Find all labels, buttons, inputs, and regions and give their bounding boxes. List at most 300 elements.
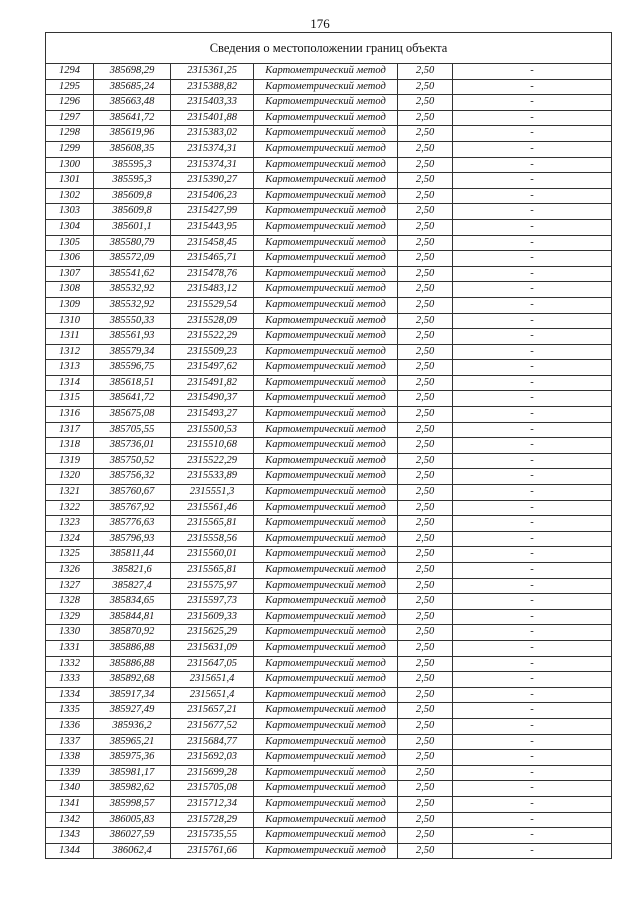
y-coordinate-cell: 2315374,31 (171, 141, 254, 157)
table-row (46, 734, 612, 750)
accuracy-cell: 2,50 (398, 204, 453, 220)
y-coordinate-cell: 2315631,09 (171, 640, 254, 656)
description-cell: - (453, 329, 612, 345)
y-coordinate-cell: 2315497,62 (171, 360, 254, 376)
x-coordinate-cell: 385796,93 (94, 531, 171, 547)
method-cell: Картометрический метод (254, 422, 398, 438)
table-row (46, 547, 612, 563)
x-coordinate-cell: 385886,88 (94, 640, 171, 656)
point-number-cell: 1311 (46, 329, 94, 345)
table-row (46, 219, 612, 235)
accuracy-cell: 2,50 (398, 843, 453, 859)
table-row (46, 781, 612, 797)
x-coordinate-cell: 385870,92 (94, 625, 171, 641)
x-coordinate-cell: 385927,49 (94, 703, 171, 719)
method-cell: Картометрический метод (254, 235, 398, 251)
y-coordinate-cell: 2315528,09 (171, 313, 254, 329)
table-row (46, 703, 612, 719)
method-cell: Картометрический метод (254, 703, 398, 719)
point-number-cell: 1332 (46, 656, 94, 672)
x-coordinate-cell: 385975,36 (94, 750, 171, 766)
accuracy-cell: 2,50 (398, 188, 453, 204)
accuracy-cell: 2,50 (398, 734, 453, 750)
table-row (46, 64, 612, 80)
description-cell: - (453, 750, 612, 766)
accuracy-cell: 2,50 (398, 219, 453, 235)
method-cell: Картометрический метод (254, 718, 398, 734)
point-number-cell: 1300 (46, 157, 94, 173)
point-number-cell: 1342 (46, 812, 94, 828)
description-cell: - (453, 687, 612, 703)
description-cell: - (453, 313, 612, 329)
x-coordinate-cell: 385998,57 (94, 796, 171, 812)
x-coordinate-cell: 385579,34 (94, 344, 171, 360)
description-cell: - (453, 531, 612, 547)
method-cell: Картометрический метод (254, 640, 398, 656)
description-cell: - (453, 718, 612, 734)
y-coordinate-cell: 2315491,82 (171, 375, 254, 391)
table-row (46, 718, 612, 734)
y-coordinate-cell: 2315705,08 (171, 781, 254, 797)
table-row (46, 329, 612, 345)
method-cell: Картометрический метод (254, 750, 398, 766)
method-cell: Картометрический метод (254, 438, 398, 454)
accuracy-cell: 2,50 (398, 329, 453, 345)
description-cell: - (453, 734, 612, 750)
x-coordinate-cell: 385641,72 (94, 110, 171, 126)
point-number-cell: 1305 (46, 235, 94, 251)
x-coordinate-cell: 385608,35 (94, 141, 171, 157)
point-number-cell: 1301 (46, 173, 94, 189)
point-number-cell: 1319 (46, 453, 94, 469)
method-cell: Картометрический метод (254, 516, 398, 532)
description-cell: - (453, 563, 612, 579)
y-coordinate-cell: 2315478,76 (171, 266, 254, 282)
y-coordinate-cell: 2315651,4 (171, 687, 254, 703)
point-number-cell: 1294 (46, 64, 94, 80)
accuracy-cell: 2,50 (398, 297, 453, 313)
x-coordinate-cell: 385572,09 (94, 251, 171, 267)
method-cell: Картометрический метод (254, 251, 398, 267)
x-coordinate-cell: 385685,24 (94, 79, 171, 95)
table-row (46, 687, 612, 703)
y-coordinate-cell: 2315609,33 (171, 609, 254, 625)
x-coordinate-cell: 385541,62 (94, 266, 171, 282)
x-coordinate-cell: 385580,79 (94, 235, 171, 251)
description-cell: - (453, 656, 612, 672)
accuracy-cell: 2,50 (398, 500, 453, 516)
accuracy-cell: 2,50 (398, 110, 453, 126)
y-coordinate-cell: 2315383,02 (171, 126, 254, 142)
y-coordinate-cell: 2315712,34 (171, 796, 254, 812)
table-row (46, 828, 612, 844)
point-number-cell: 1317 (46, 422, 94, 438)
description-cell: - (453, 64, 612, 80)
table-row (46, 235, 612, 251)
x-coordinate-cell: 385595,3 (94, 157, 171, 173)
x-coordinate-cell: 385767,92 (94, 500, 171, 516)
method-cell: Картометрический метод (254, 204, 398, 220)
table-title: Сведения о местоположении границ объекта (46, 33, 612, 64)
y-coordinate-cell: 2315465,71 (171, 251, 254, 267)
accuracy-cell: 2,50 (398, 531, 453, 547)
table-row (46, 500, 612, 516)
x-coordinate-cell: 385609,8 (94, 188, 171, 204)
y-coordinate-cell: 2315483,12 (171, 282, 254, 298)
y-coordinate-cell: 2315403,33 (171, 95, 254, 111)
point-number-cell: 1328 (46, 594, 94, 610)
point-number-cell: 1304 (46, 219, 94, 235)
x-coordinate-cell: 385811,44 (94, 547, 171, 563)
x-coordinate-cell: 385561,93 (94, 329, 171, 345)
y-coordinate-cell: 2315529,54 (171, 297, 254, 313)
point-number-cell: 1324 (46, 531, 94, 547)
description-cell: - (453, 95, 612, 111)
y-coordinate-cell: 2315692,03 (171, 750, 254, 766)
point-number-cell: 1303 (46, 204, 94, 220)
x-coordinate-cell: 385776,63 (94, 516, 171, 532)
method-cell: Картометрический метод (254, 828, 398, 844)
y-coordinate-cell: 2315728,29 (171, 812, 254, 828)
point-number-cell: 1329 (46, 609, 94, 625)
point-number-cell: 1341 (46, 796, 94, 812)
point-number-cell: 1312 (46, 344, 94, 360)
accuracy-cell: 2,50 (398, 251, 453, 267)
y-coordinate-cell: 2315565,81 (171, 563, 254, 579)
method-cell: Картометрический метод (254, 360, 398, 376)
point-number-cell: 1336 (46, 718, 94, 734)
accuracy-cell: 2,50 (398, 781, 453, 797)
point-number-cell: 1330 (46, 625, 94, 641)
accuracy-cell: 2,50 (398, 157, 453, 173)
accuracy-cell: 2,50 (398, 438, 453, 454)
accuracy-cell: 2,50 (398, 375, 453, 391)
description-cell: - (453, 266, 612, 282)
y-coordinate-cell: 2315522,29 (171, 453, 254, 469)
table-row (46, 282, 612, 298)
method-cell: Картометрический метод (254, 781, 398, 797)
method-cell: Картометрический метод (254, 625, 398, 641)
table-row (46, 407, 612, 423)
description-cell: - (453, 547, 612, 563)
accuracy-cell: 2,50 (398, 95, 453, 111)
point-number-cell: 1340 (46, 781, 94, 797)
point-number-cell: 1323 (46, 516, 94, 532)
description-cell: - (453, 360, 612, 376)
point-number-cell: 1310 (46, 313, 94, 329)
point-number-cell: 1343 (46, 828, 94, 844)
point-number-cell: 1307 (46, 266, 94, 282)
table-row (46, 360, 612, 376)
table-row (46, 578, 612, 594)
method-cell: Картометрический метод (254, 126, 398, 142)
accuracy-cell: 2,50 (398, 687, 453, 703)
description-cell: - (453, 407, 612, 423)
point-number-cell: 1298 (46, 126, 94, 142)
accuracy-cell: 2,50 (398, 640, 453, 656)
description-cell: - (453, 640, 612, 656)
y-coordinate-cell: 2315561,46 (171, 500, 254, 516)
table-row (46, 750, 612, 766)
method-cell: Картометрический метод (254, 485, 398, 501)
method-cell: Картометрический метод (254, 765, 398, 781)
x-coordinate-cell: 385532,92 (94, 297, 171, 313)
accuracy-cell: 2,50 (398, 765, 453, 781)
method-cell: Картометрический метод (254, 64, 398, 80)
y-coordinate-cell: 2315388,82 (171, 79, 254, 95)
method-cell: Картометрический метод (254, 157, 398, 173)
point-number-cell: 1297 (46, 110, 94, 126)
accuracy-cell: 2,50 (398, 282, 453, 298)
description-cell: - (453, 453, 612, 469)
y-coordinate-cell: 2315510,68 (171, 438, 254, 454)
accuracy-cell: 2,50 (398, 609, 453, 625)
table-row (46, 531, 612, 547)
description-cell: - (453, 422, 612, 438)
table-row (46, 453, 612, 469)
point-number-cell: 1295 (46, 79, 94, 95)
table-row (46, 266, 612, 282)
point-number-cell: 1338 (46, 750, 94, 766)
point-number-cell: 1334 (46, 687, 94, 703)
accuracy-cell: 2,50 (398, 828, 453, 844)
description-cell: - (453, 282, 612, 298)
x-coordinate-cell: 385609,8 (94, 204, 171, 220)
table-row (46, 672, 612, 688)
y-coordinate-cell: 2315443,95 (171, 219, 254, 235)
description-cell: - (453, 625, 612, 641)
table-row (46, 422, 612, 438)
accuracy-cell: 2,50 (398, 656, 453, 672)
y-coordinate-cell: 2315401,88 (171, 110, 254, 126)
method-cell: Картометрический метод (254, 391, 398, 407)
y-coordinate-cell: 2315509,23 (171, 344, 254, 360)
description-cell: - (453, 219, 612, 235)
table-title-row (46, 33, 612, 64)
table-row (46, 188, 612, 204)
description-cell: - (453, 485, 612, 501)
point-number-cell: 1306 (46, 251, 94, 267)
x-coordinate-cell: 385618,51 (94, 375, 171, 391)
description-cell: - (453, 204, 612, 220)
accuracy-cell: 2,50 (398, 235, 453, 251)
point-number-cell: 1322 (46, 500, 94, 516)
point-number-cell: 1339 (46, 765, 94, 781)
x-coordinate-cell: 385886,88 (94, 656, 171, 672)
method-cell: Картометрический метод (254, 95, 398, 111)
accuracy-cell: 2,50 (398, 469, 453, 485)
point-number-cell: 1318 (46, 438, 94, 454)
table-row (46, 516, 612, 532)
x-coordinate-cell: 385760,67 (94, 485, 171, 501)
table-row (46, 126, 612, 142)
y-coordinate-cell: 2315533,89 (171, 469, 254, 485)
accuracy-cell: 2,50 (398, 422, 453, 438)
accuracy-cell: 2,50 (398, 563, 453, 579)
x-coordinate-cell: 385550,33 (94, 313, 171, 329)
x-coordinate-cell: 385619,96 (94, 126, 171, 142)
table-row (46, 141, 612, 157)
x-coordinate-cell: 385844,81 (94, 609, 171, 625)
point-number-cell: 1296 (46, 95, 94, 111)
method-cell: Картометрический метод (254, 578, 398, 594)
table-row (46, 843, 612, 859)
x-coordinate-cell: 385698,29 (94, 64, 171, 80)
x-coordinate-cell: 385756,32 (94, 469, 171, 485)
method-cell: Картометрический метод (254, 547, 398, 563)
method-cell: Картометрический метод (254, 266, 398, 282)
description-cell: - (453, 375, 612, 391)
y-coordinate-cell: 2315597,73 (171, 594, 254, 610)
table-row (46, 251, 612, 267)
point-number-cell: 1333 (46, 672, 94, 688)
point-number-cell: 1335 (46, 703, 94, 719)
table-row (46, 469, 612, 485)
y-coordinate-cell: 2315361,25 (171, 64, 254, 80)
table-row (46, 391, 612, 407)
accuracy-cell: 2,50 (398, 126, 453, 142)
description-cell: - (453, 251, 612, 267)
y-coordinate-cell: 2315374,31 (171, 157, 254, 173)
table-row (46, 344, 612, 360)
table-row (46, 110, 612, 126)
description-cell: - (453, 609, 612, 625)
x-coordinate-cell: 385705,55 (94, 422, 171, 438)
method-cell: Картометрический метод (254, 407, 398, 423)
table-row (46, 609, 612, 625)
method-cell: Картометрический метод (254, 329, 398, 345)
accuracy-cell: 2,50 (398, 672, 453, 688)
x-coordinate-cell: 385834,65 (94, 594, 171, 610)
y-coordinate-cell: 2315493,27 (171, 407, 254, 423)
x-coordinate-cell: 385595,3 (94, 173, 171, 189)
point-number-cell: 1337 (46, 734, 94, 750)
accuracy-cell: 2,50 (398, 453, 453, 469)
x-coordinate-cell: 385821,6 (94, 563, 171, 579)
y-coordinate-cell: 2315657,21 (171, 703, 254, 719)
method-cell: Картометрический метод (254, 297, 398, 313)
method-cell: Картометрический метод (254, 656, 398, 672)
point-number-cell: 1327 (46, 578, 94, 594)
method-cell: Картометрический метод (254, 500, 398, 516)
x-coordinate-cell: 385750,52 (94, 453, 171, 469)
method-cell: Картометрический метод (254, 282, 398, 298)
table-row (46, 204, 612, 220)
method-cell: Картометрический метод (254, 79, 398, 95)
y-coordinate-cell: 2315735,55 (171, 828, 254, 844)
description-cell: - (453, 500, 612, 516)
description-cell: - (453, 391, 612, 407)
y-coordinate-cell: 2315575,97 (171, 578, 254, 594)
x-coordinate-cell: 385892,68 (94, 672, 171, 688)
description-cell: - (453, 843, 612, 859)
method-cell: Картометрический метод (254, 188, 398, 204)
table-row (46, 173, 612, 189)
accuracy-cell: 2,50 (398, 344, 453, 360)
point-number-cell: 1320 (46, 469, 94, 485)
point-number-cell: 1344 (46, 843, 94, 859)
description-cell: - (453, 110, 612, 126)
table-body (46, 64, 612, 859)
y-coordinate-cell: 2315522,29 (171, 329, 254, 345)
table-row (46, 95, 612, 111)
point-number-cell: 1309 (46, 297, 94, 313)
method-cell: Картометрический метод (254, 687, 398, 703)
accuracy-cell: 2,50 (398, 703, 453, 719)
description-cell: - (453, 796, 612, 812)
table-row (46, 485, 612, 501)
accuracy-cell: 2,50 (398, 485, 453, 501)
x-coordinate-cell: 385981,17 (94, 765, 171, 781)
x-coordinate-cell: 385982,62 (94, 781, 171, 797)
x-coordinate-cell: 386027,59 (94, 828, 171, 844)
accuracy-cell: 2,50 (398, 750, 453, 766)
description-cell: - (453, 79, 612, 95)
method-cell: Картометрический метод (254, 173, 398, 189)
point-number-cell: 1299 (46, 141, 94, 157)
point-number-cell: 1314 (46, 375, 94, 391)
description-cell: - (453, 141, 612, 157)
x-coordinate-cell: 385641,72 (94, 391, 171, 407)
y-coordinate-cell: 2315406,23 (171, 188, 254, 204)
point-number-cell: 1308 (46, 282, 94, 298)
table-row (46, 297, 612, 313)
point-number-cell: 1326 (46, 563, 94, 579)
y-coordinate-cell: 2315565,81 (171, 516, 254, 532)
description-cell: - (453, 344, 612, 360)
table-row (46, 563, 612, 579)
description-cell: - (453, 516, 612, 532)
point-number-cell: 1313 (46, 360, 94, 376)
boundary-coordinates-table (45, 32, 612, 859)
y-coordinate-cell: 2315647,05 (171, 656, 254, 672)
x-coordinate-cell: 385827,4 (94, 578, 171, 594)
table-row (46, 812, 612, 828)
page-number: 176 (310, 16, 330, 31)
table-row (46, 313, 612, 329)
method-cell: Картометрический метод (254, 843, 398, 859)
description-cell: - (453, 173, 612, 189)
table-row (46, 79, 612, 95)
method-cell: Картометрический метод (254, 594, 398, 610)
x-coordinate-cell: 386005,83 (94, 812, 171, 828)
x-coordinate-cell: 386062,4 (94, 843, 171, 859)
x-coordinate-cell: 385675,08 (94, 407, 171, 423)
table-row (46, 625, 612, 641)
y-coordinate-cell: 2315761,66 (171, 843, 254, 859)
accuracy-cell: 2,50 (398, 718, 453, 734)
y-coordinate-cell: 2315558,56 (171, 531, 254, 547)
method-cell: Картометрический метод (254, 219, 398, 235)
point-number-cell: 1325 (46, 547, 94, 563)
x-coordinate-cell: 385596,75 (94, 360, 171, 376)
x-coordinate-cell: 385965,21 (94, 734, 171, 750)
point-number-cell: 1315 (46, 391, 94, 407)
table-row (46, 594, 612, 610)
table-row (46, 796, 612, 812)
method-cell: Картометрический метод (254, 563, 398, 579)
method-cell: Картометрический метод (254, 531, 398, 547)
description-cell: - (453, 188, 612, 204)
description-cell: - (453, 765, 612, 781)
description-cell: - (453, 703, 612, 719)
accuracy-cell: 2,50 (398, 79, 453, 95)
x-coordinate-cell: 385532,92 (94, 282, 171, 298)
y-coordinate-cell: 2315560,01 (171, 547, 254, 563)
point-number-cell: 1331 (46, 640, 94, 656)
table-row (46, 640, 612, 656)
method-cell: Картометрический метод (254, 313, 398, 329)
